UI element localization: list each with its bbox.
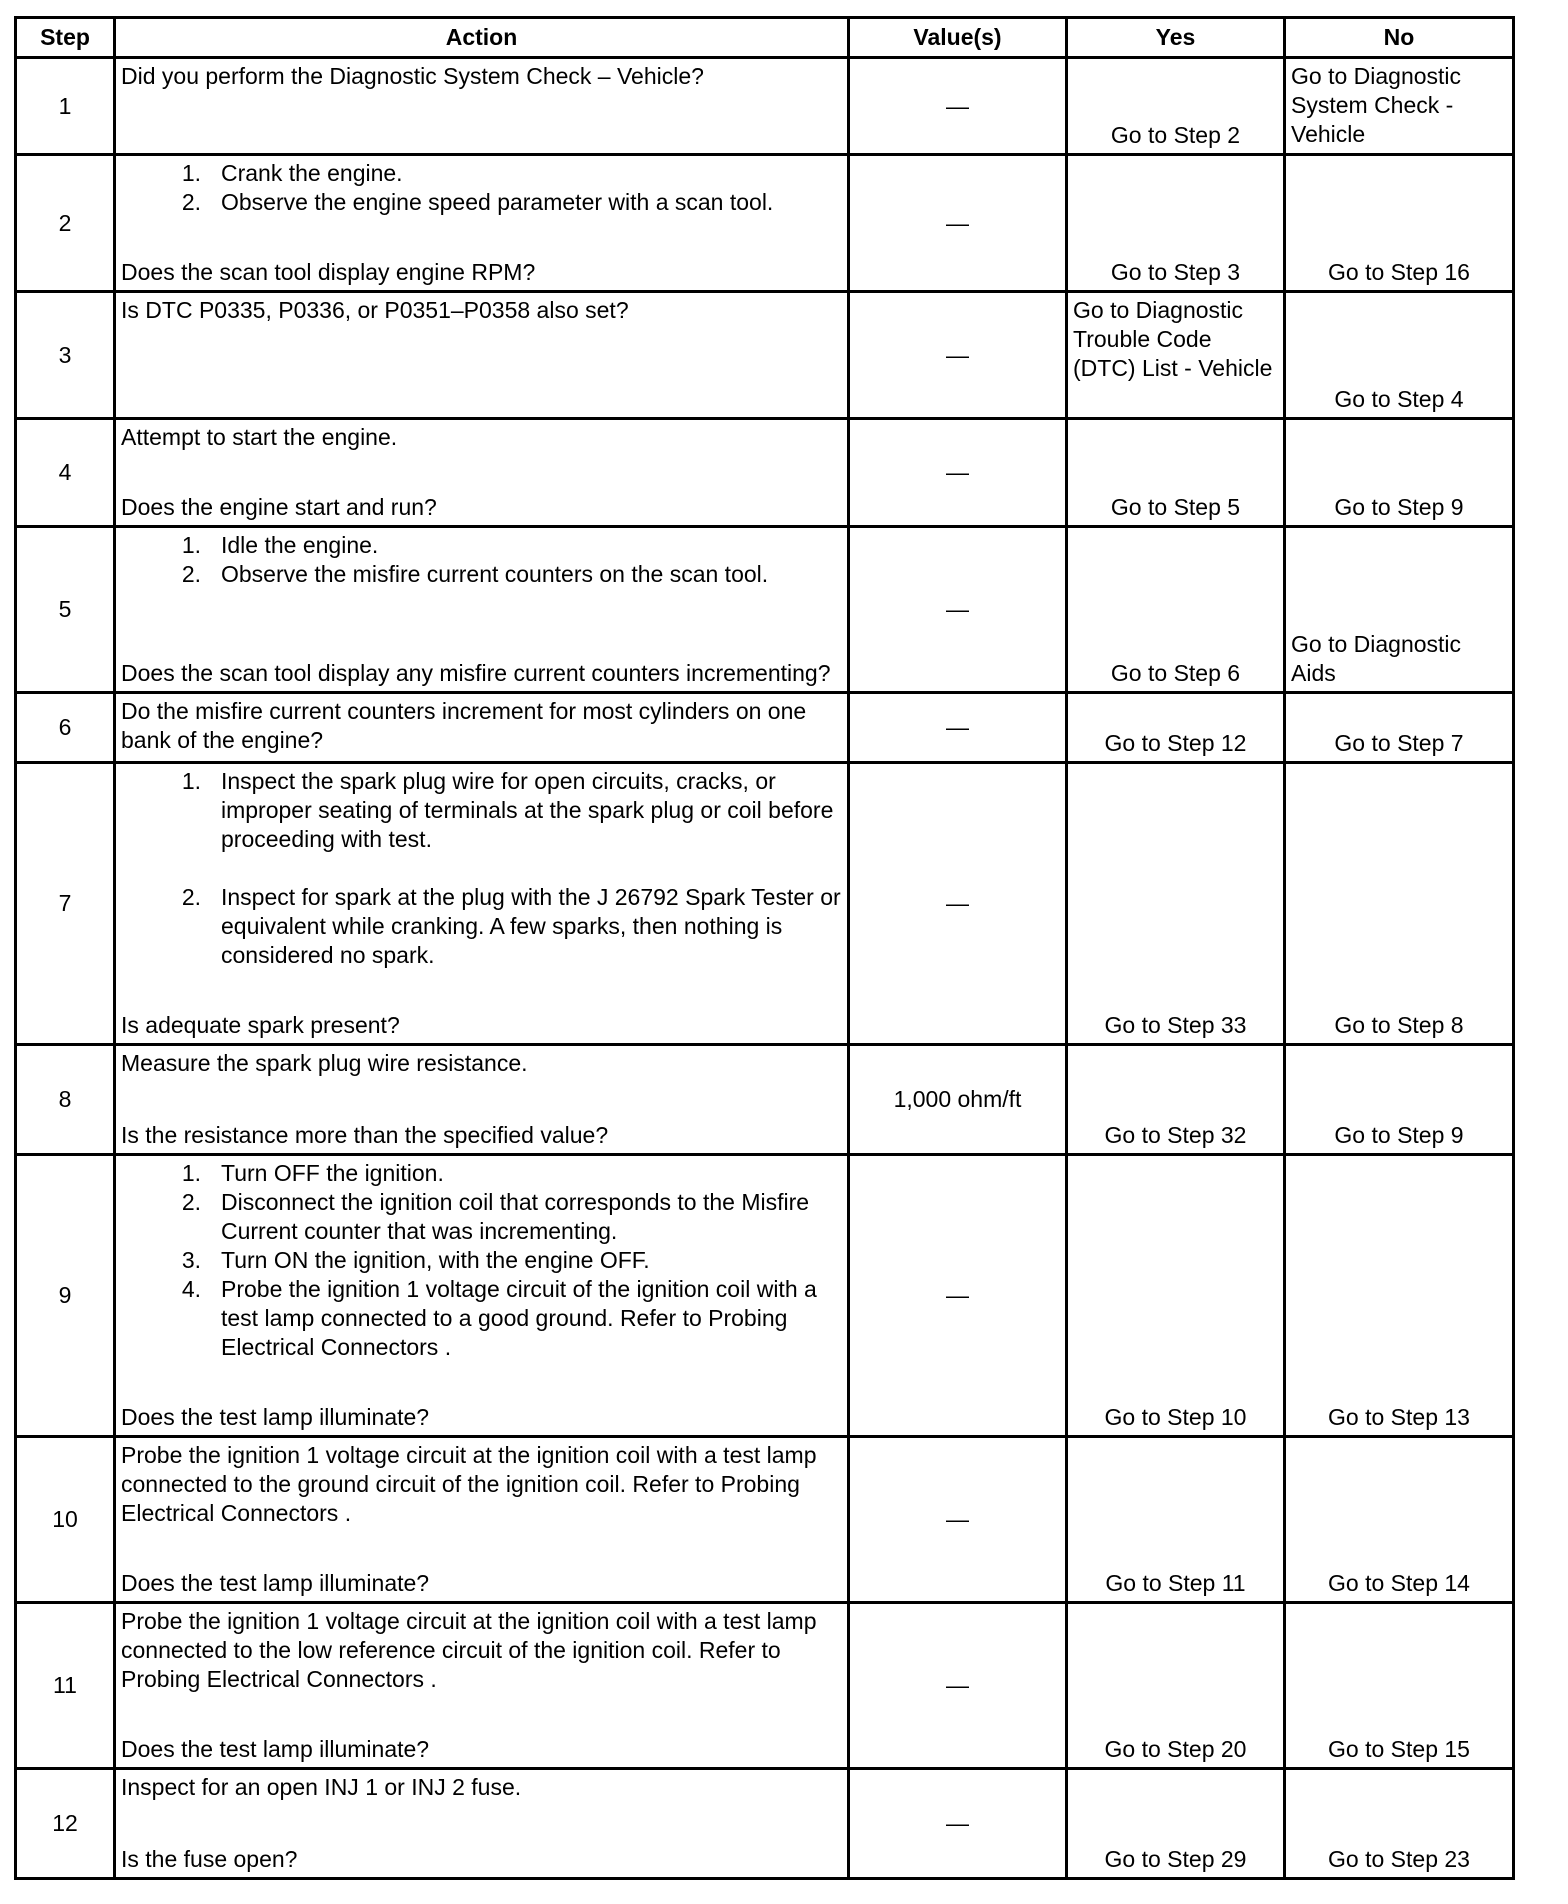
action-text: Measure the spark plug wire resistance. (121, 1050, 528, 1076)
no-cell: Go to Step 14 (1285, 1437, 1514, 1603)
no-cell: Go to Step 15 (1285, 1603, 1514, 1769)
action-text: Attempt to start the engine. (121, 424, 398, 450)
action-cell (115, 1603, 849, 1769)
action-steps (121, 767, 842, 970)
step-number: 8 (16, 1045, 115, 1155)
no-cell: Go to Step 9 (1285, 1045, 1514, 1155)
no-cell: Go to Step 13 (1285, 1155, 1514, 1437)
value-cell: — (849, 527, 1067, 693)
action-cell (115, 693, 849, 763)
yes-cell: Go to Step 5 (1067, 419, 1285, 527)
step-number: 9 (16, 1155, 115, 1437)
action-steps (121, 1159, 842, 1362)
action-question: Does the test lamp illuminate? (121, 1404, 430, 1430)
action-cell (115, 1045, 849, 1155)
diagnostic-table (14, 16, 1515, 1880)
table-row (16, 763, 1514, 1045)
action-text: Do the misfire current counters increment for most cylinders on one bank of the engine? (121, 698, 807, 753)
action-question: Is the fuse open? (121, 1846, 298, 1872)
action-cell (115, 527, 849, 693)
yes-cell: Go to Step 33 (1067, 763, 1285, 1045)
yes-cell: Go to Step 11 (1067, 1437, 1285, 1603)
action-cell (115, 1437, 849, 1603)
no-cell: Go to Step 7 (1285, 693, 1514, 763)
list-item: 3. Turn ON the ignition, with the engine OFF. (181, 1247, 650, 1273)
header-action: Action (115, 18, 849, 58)
action-cell (115, 155, 849, 292)
table-row (16, 1603, 1514, 1769)
step-number: 5 (16, 527, 115, 693)
table-row (16, 1769, 1514, 1879)
action-cell (115, 763, 849, 1045)
action-cell (115, 1769, 849, 1879)
value-cell: — (849, 763, 1067, 1045)
table-row (16, 1437, 1514, 1603)
action-question: Does the scan tool display engine RPM? (121, 259, 536, 285)
list-item: 1. Inspect the spark plug wire for open circuits, cracks, or improper seating of terminals at the spark plug or coil before proceeding with test. (181, 768, 834, 852)
value-cell: — (849, 1155, 1067, 1437)
action-text: Inspect for an open INJ 1 or INJ 2 fuse. (121, 1774, 522, 1800)
action-question: Does the test lamp illuminate? (121, 1570, 430, 1596)
yes-cell: Go to Step 29 (1067, 1769, 1285, 1879)
step-number: 4 (16, 419, 115, 527)
step-number: 7 (16, 763, 115, 1045)
action-steps (121, 531, 842, 589)
table-row (16, 527, 1514, 693)
header-yes: Yes (1067, 18, 1285, 58)
action-cell (115, 1155, 849, 1437)
action-cell (115, 292, 849, 419)
action-text: Probe the ignition 1 voltage circuit at the ignition coil with a test lamp connected to the ground circuit of the ignition coil. Refer to Probing Electrical Connectors . (121, 1442, 817, 1526)
action-cell (115, 58, 849, 155)
action-text: Did you perform the Diagnostic System Check – Vehicle? (121, 63, 704, 89)
yes-cell: Go to Step 6 (1067, 527, 1285, 693)
header-no: No (1285, 18, 1514, 58)
table-row (16, 1045, 1514, 1155)
value-cell: — (849, 1437, 1067, 1603)
list-item: 2. Observe the misfire current counters on the scan tool. (181, 561, 769, 587)
no-cell: Go to Step 8 (1285, 763, 1514, 1045)
list-item: 1. Idle the engine. (181, 532, 379, 558)
action-question: Does the test lamp illuminate? (121, 1736, 430, 1762)
header-value: Value(s) (849, 18, 1067, 58)
action-question: Does the engine start and run? (121, 494, 437, 520)
step-number: 3 (16, 292, 115, 419)
list-item: 1. Turn OFF the ignition. (181, 1160, 444, 1186)
table-row (16, 292, 1514, 419)
yes-cell: Go to Step 10 (1067, 1155, 1285, 1437)
action-question: Does the scan tool display any misfire current counters incrementing? (121, 660, 831, 686)
step-number: 10 (16, 1437, 115, 1603)
action-question: Is adequate spark present? (121, 1012, 400, 1038)
list-item: 4. Probe the ignition 1 voltage circuit of the ignition coil with a test lamp connected to a good ground. Refer to Probing Electrical Connectors . (181, 1276, 817, 1360)
header-row (16, 18, 1514, 58)
value-cell: 1,000 ohm/ft (849, 1045, 1067, 1155)
list-item: 2. Observe the engine speed parameter with a scan tool. (181, 189, 774, 215)
yes-cell: Go to Step 3 (1067, 155, 1285, 292)
value-cell: — (849, 58, 1067, 155)
action-question: Is the resistance more than the specified value? (121, 1122, 609, 1148)
yes-cell: Go to Step 2 (1067, 58, 1285, 155)
yes-cell: Go to Step 20 (1067, 1603, 1285, 1769)
table-row (16, 58, 1514, 155)
list-item: 1. Crank the engine. (181, 160, 403, 186)
table-row (16, 1155, 1514, 1437)
no-cell: Go to Diagnostic Aids (1285, 527, 1514, 693)
yes-cell: Go to Diagnostic Trouble Code (DTC) List - Vehicle (1067, 292, 1285, 419)
step-number: 2 (16, 155, 115, 292)
step-number: 1 (16, 58, 115, 155)
no-cell: Go to Step 23 (1285, 1769, 1514, 1879)
no-cell: Go to Diagnostic System Check - Vehicle (1285, 58, 1514, 155)
list-item: 2. Disconnect the ignition coil that corresponds to the Misfire Current counter that was incrementing. (181, 1189, 810, 1244)
step-number: 6 (16, 693, 115, 763)
no-cell: Go to Step 9 (1285, 419, 1514, 527)
table-row (16, 693, 1514, 763)
step-number: 11 (16, 1603, 115, 1769)
table-row (16, 419, 1514, 527)
value-cell: — (849, 1603, 1067, 1769)
value-cell: — (849, 1769, 1067, 1879)
value-cell: — (849, 292, 1067, 419)
yes-cell: Go to Step 32 (1067, 1045, 1285, 1155)
no-cell: Go to Step 4 (1285, 292, 1514, 419)
list-item: 2. Inspect for spark at the plug with the J 26792 Spark Tester or equivalent while cranking. A few sparks, then nothing is considered no spark. (181, 884, 841, 968)
action-text: Is DTC P0335, P0336, or P0351–P0358 also set? (121, 297, 629, 323)
action-text: Probe the ignition 1 voltage circuit at the ignition coil with a test lamp connected to the low reference circuit of the ignition coil. Refer to Probing Electrical Connectors . (121, 1608, 817, 1692)
action-steps (121, 159, 842, 217)
value-cell: — (849, 155, 1067, 292)
step-number: 12 (16, 1769, 115, 1879)
value-cell: — (849, 419, 1067, 527)
no-cell: Go to Step 16 (1285, 155, 1514, 292)
yes-cell: Go to Step 12 (1067, 693, 1285, 763)
header-step: Step (16, 18, 115, 58)
table-row (16, 155, 1514, 292)
value-cell: — (849, 693, 1067, 763)
action-cell (115, 419, 849, 527)
